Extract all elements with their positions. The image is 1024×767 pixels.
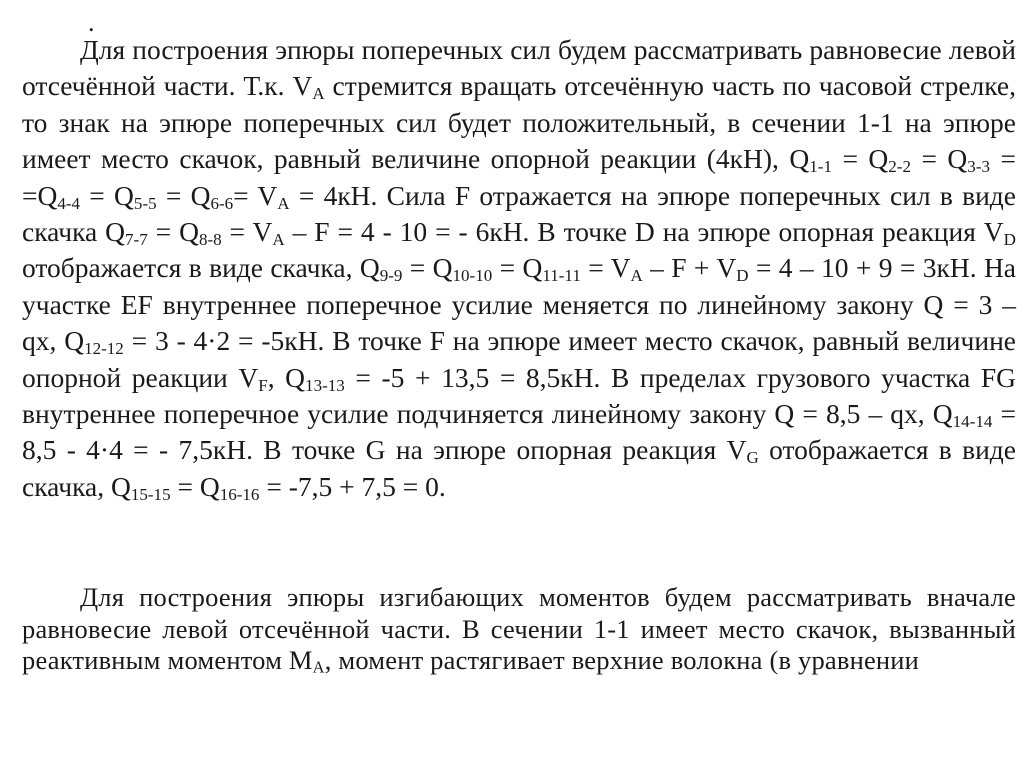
text-run: = Q xyxy=(402,252,453,284)
subscript: 10-10 xyxy=(452,266,493,286)
subscript: D xyxy=(1003,229,1016,249)
text-run: отображается в виде скачка, Q xyxy=(22,252,380,284)
text-run: , Q xyxy=(267,361,306,393)
text-run: = Q xyxy=(170,470,220,502)
subscript: 5-5 xyxy=(133,193,157,213)
text-run: стремится вращать отсечённую часть по часовой стрелке, то знак на эпюре поперечных сил будет положительный, в сечении 1-1 на эпюре имеет место скачок, равный величине опорной реакции (4кН), Q xyxy=(22,70,1017,175)
subscript: 8-8 xyxy=(198,229,222,249)
subscript: A xyxy=(277,193,290,213)
text-run: = Q xyxy=(156,179,211,211)
text-run: = Q xyxy=(80,179,134,211)
shear-force-paragraph xyxy=(22,32,1016,505)
text-run: = -7,5 + 7,5 = 0. xyxy=(259,470,446,502)
text-run: – F = 4 - 10 = - 6кН. В точке D на эпюре опорная реакция V xyxy=(284,216,1004,248)
text-run: = Q xyxy=(910,143,968,175)
subscript: A xyxy=(312,657,325,677)
subscript: 13-13 xyxy=(305,375,345,395)
subscript: F xyxy=(258,375,268,395)
text-run: = -5 + 13,5 = 8,5кН. В пределах грузового участка FG внутреннее поперечное усилие подчиняется линейному закону Q = 8,5 – qx, Q xyxy=(22,361,1016,430)
text-run: = Q xyxy=(147,216,199,248)
text-run: = 4кН. Сила F отражается на эпюре поперечных сил в виде скачка Q xyxy=(22,179,1016,248)
subscript: 1-1 xyxy=(809,156,832,176)
stray-dot: . xyxy=(88,8,95,37)
subscript: 11-11 xyxy=(542,266,581,286)
subscript: 14-14 xyxy=(952,411,993,431)
text-run: отображается в виде скачка, Q xyxy=(22,434,1017,502)
text-run: = V xyxy=(233,179,278,211)
subscript: 16-16 xyxy=(219,484,260,504)
subscript: 7-7 xyxy=(125,229,148,249)
bending-moment-paragraph xyxy=(22,582,1016,677)
text-run: = 4 – 10 + 9 = 3кН. На участке EF внутреннее поперечное усилие меняется по линейному закону Q = 3 – qx, Q xyxy=(22,252,1017,357)
subscript: G xyxy=(746,448,759,468)
subscript: 9-9 xyxy=(379,266,403,286)
subscript: D xyxy=(736,266,749,286)
text-run: = =Q xyxy=(22,143,1016,211)
text-run: = V xyxy=(221,216,273,248)
subscript: 6-6 xyxy=(210,193,234,213)
text-run: – F + V xyxy=(642,252,737,284)
text-run: = 3 - 4·2 = -5кН. В точке F на эпюре имеет место скачок, равный величине опорной реакции V xyxy=(22,325,1016,393)
text-run: Для построения эпюры поперечных сил будем рассматривать равновесие левой отсечённой части. Т.к. V xyxy=(22,34,1016,102)
subscript: A xyxy=(630,266,643,286)
subscript: 3-3 xyxy=(967,156,990,176)
subscript: 15-15 xyxy=(130,484,171,504)
subscript: 12-12 xyxy=(84,339,124,358)
text-run: = Q xyxy=(492,252,543,284)
text-run: = Q xyxy=(831,143,889,175)
text-run: = 8,5 - 4·4 = - 7,5кН. В точке G на эпюре опорная реакция V xyxy=(22,398,1016,466)
subscript: 2-2 xyxy=(888,156,911,176)
text-run: , момент растягивает верхние волокна (в уравнении xyxy=(324,645,920,675)
subscript: 4-4 xyxy=(57,193,81,213)
text-run: = V xyxy=(580,252,631,284)
subscript: A xyxy=(272,229,285,249)
text-run: Для построения эпюры изгибающих моментов будем рассматривать вначале равновесие левой отсечённой части. В сечении 1-1 имеет место скачок, вызванный реактивным моментом M xyxy=(22,582,1016,675)
subscript: A xyxy=(312,84,325,104)
